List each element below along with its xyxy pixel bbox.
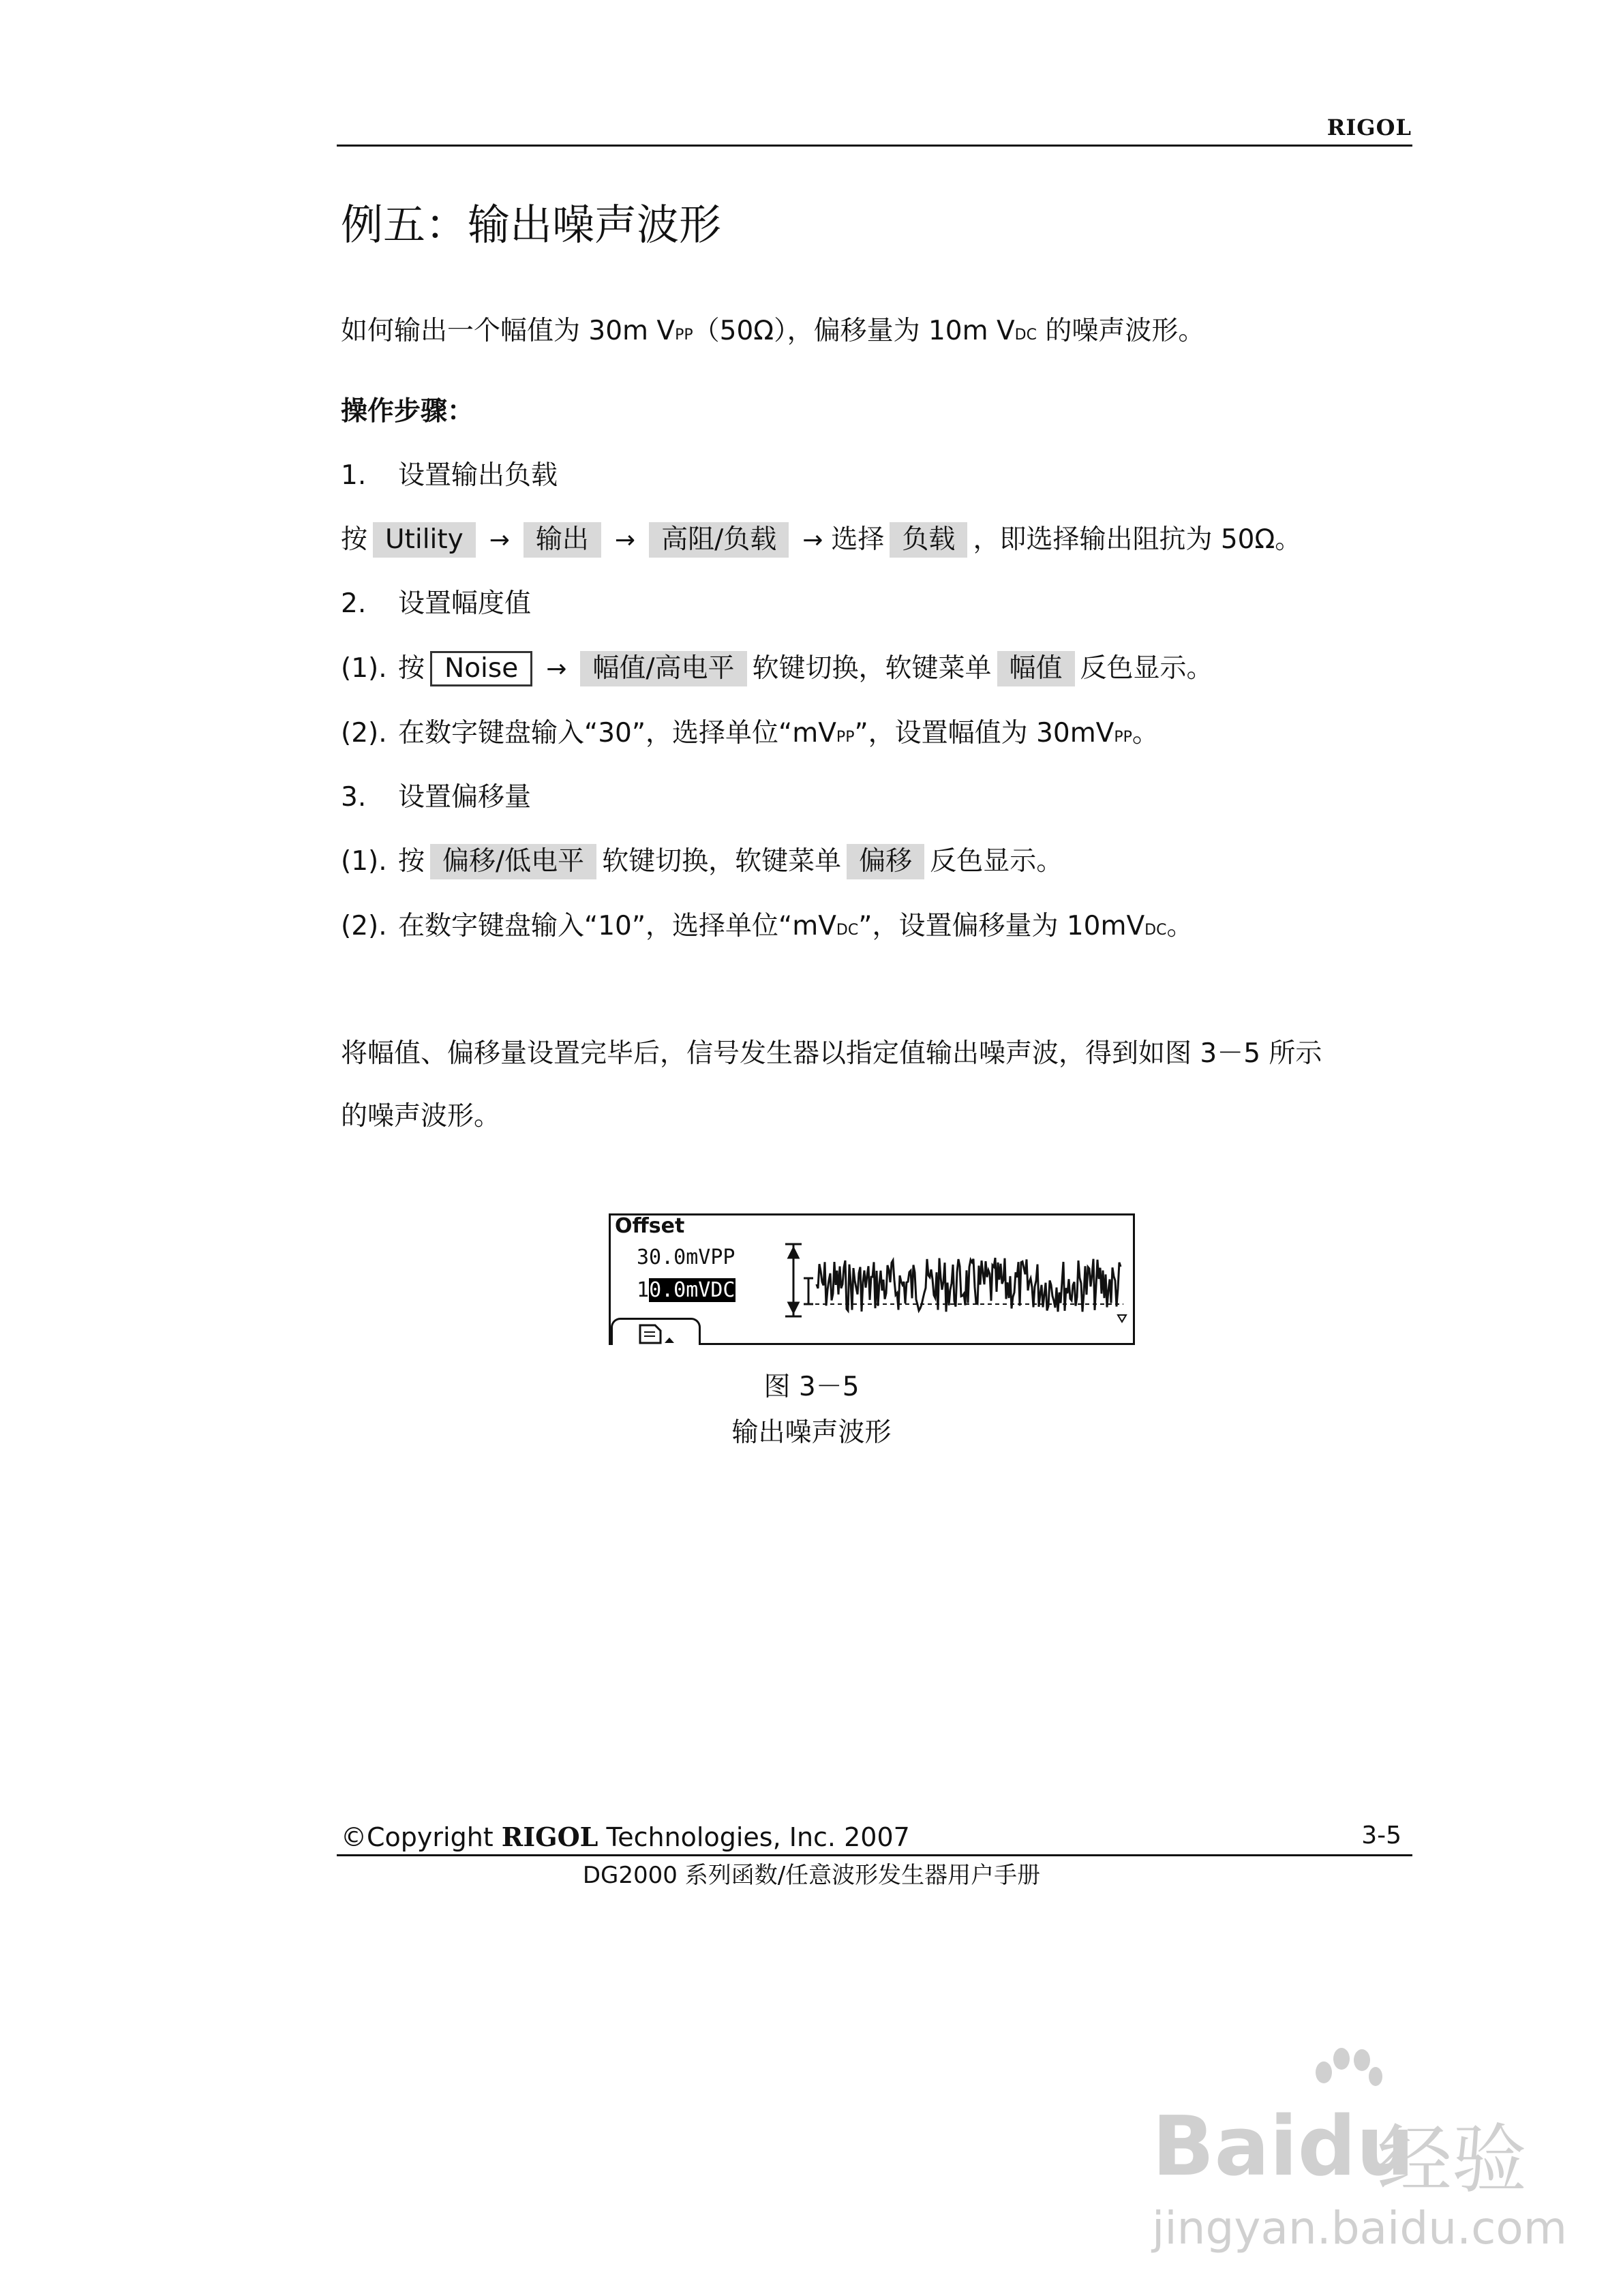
lcd-amplitude-value: 30.0mVPP (637, 1245, 735, 1269)
noise-button[interactable]: Noise (430, 651, 532, 686)
sub-pp: PP (1114, 729, 1132, 746)
intro-paragraph (341, 314, 1204, 353)
down-triangle-icon (1118, 1315, 1126, 1322)
substep-text: 在数字键盘输入“30”，选择单位“mV (398, 718, 836, 749)
substep-text: 软键切换，软键菜单 (602, 846, 842, 877)
press-text: 按 (341, 524, 368, 555)
amplitude-softkey[interactable]: 幅值 (997, 651, 1075, 686)
watermark-brand-2: du (1297, 2100, 1414, 2194)
intro-text-2: （50Ω），偏移量为 10m V (693, 316, 1015, 346)
lcd-offset-prefix: 1 (637, 1278, 650, 1302)
arrow-right-icon: → (802, 526, 823, 554)
step3-heading (341, 780, 531, 815)
arrow-right-icon: → (546, 655, 567, 683)
step3-number: 3. (341, 782, 367, 813)
substep-text: 在数字键盘输入“10”，选择单位“mV (398, 911, 836, 941)
substep-tail: 。 (1166, 911, 1194, 941)
amplitude-high-level-softkey[interactable]: 幅值/高电平 (580, 651, 746, 686)
watermark-brand-1: Bai (1152, 2100, 1298, 2194)
steps-heading: 操作步骤： (341, 396, 474, 427)
offset-arrow-icon (804, 1278, 813, 1304)
substep-tail: 反色显示。 (1080, 653, 1213, 684)
lcd-offset-highlight: 0.0mVDC (649, 1278, 735, 1302)
intro-sub-dc: DC (1014, 327, 1037, 344)
step1-tail: ，即选择输出阻抗为 50Ω。 (973, 524, 1302, 555)
sub-dc: DC (1144, 922, 1167, 939)
offset-low-level-softkey[interactable]: 偏移/低电平 (430, 844, 596, 879)
substep-number: (1). (341, 846, 387, 877)
step1-label: 设置输出负载 (398, 460, 558, 491)
substep-text: ”，设置幅值为 30mV (854, 718, 1114, 749)
step2-number: 2. (341, 588, 367, 619)
arrow-right-icon: → (614, 526, 636, 554)
conclusion-line-2: 的噪声波形。 (341, 1101, 501, 1132)
watermark-brand (1152, 2100, 1414, 2194)
amplitude-arrow-icon (785, 1244, 802, 1316)
figure-number: 图 3－5 (763, 1372, 860, 1402)
copyright-prefix: ©Copyright (341, 1822, 502, 1852)
paw-logo-icon (1309, 2045, 1384, 2113)
step1-instruction (341, 522, 1301, 558)
step1-number: 1. (341, 460, 367, 491)
step3-substep-1 (341, 844, 1063, 879)
page-number: 3-5 (1361, 1822, 1401, 1849)
intro-text-1: 如何输出一个幅值为 30m V (341, 316, 676, 346)
menu-page-tab[interactable] (611, 1318, 701, 1345)
press-text: 按 (398, 653, 425, 684)
copyright-text (341, 1822, 910, 1852)
conclusion-line-1: 将幅值、偏移量设置完毕后，信号发生器以指定值输出噪声波，得到如图 3－5 所示 (341, 1038, 1322, 1069)
hiz-load-softkey[interactable]: 高阻/负载 (649, 522, 789, 558)
figure-caption: 输出噪声波形 (731, 1417, 892, 1448)
copyright-suffix: Technologies, Inc. 2007 (598, 1822, 910, 1852)
step3-substep-2 (341, 909, 1193, 948)
step2-substep-1 (341, 651, 1213, 687)
watermark-url: jingyan.baidu.com (1152, 2202, 1568, 2254)
document-page-icon (613, 1320, 699, 1345)
substep-number: (1). (341, 653, 387, 684)
step1-heading (341, 458, 558, 494)
substep-number: (2). (341, 911, 387, 941)
select-text: 选择 (831, 524, 885, 555)
lcd-title: Offset (615, 1214, 685, 1238)
press-text: 按 (398, 846, 425, 877)
substep-text: 软键切换，软键菜单 (752, 653, 992, 684)
sub-pp: PP (836, 729, 855, 746)
step2-label: 设置幅度值 (398, 588, 532, 619)
manual-title: DG2000 系列函数/任意波形发生器用户手册 (582, 1862, 1041, 1889)
page-title: 例五：输出噪声波形 (341, 200, 722, 250)
sub-dc: DC (836, 922, 859, 939)
substep-tail: 反色显示。 (930, 846, 1063, 877)
watermark-product: 经验 (1377, 2116, 1527, 2203)
header-rule (337, 145, 1412, 147)
arrow-right-icon: → (489, 526, 510, 554)
output-softkey[interactable]: 输出 (524, 522, 601, 558)
step2-substep-2 (341, 716, 1159, 755)
header-brand: RIGOL (1326, 115, 1412, 140)
substep-tail: 。 (1132, 718, 1159, 749)
offset-softkey[interactable]: 偏移 (847, 844, 924, 879)
step3-label: 设置偏移量 (398, 782, 532, 813)
copyright-brand: RIGOL (501, 1822, 598, 1852)
intro-text-3: 的噪声波形。 (1036, 316, 1205, 346)
intro-sub-pp: PP (675, 327, 693, 344)
substep-text: ”，设置偏移量为 10mV (858, 911, 1145, 941)
lcd-screenshot (609, 1213, 1135, 1345)
substep-number: (2). (341, 718, 387, 749)
utility-button[interactable]: Utility (373, 522, 476, 558)
step2-heading (341, 586, 531, 622)
load-softkey[interactable]: 负载 (890, 522, 967, 558)
